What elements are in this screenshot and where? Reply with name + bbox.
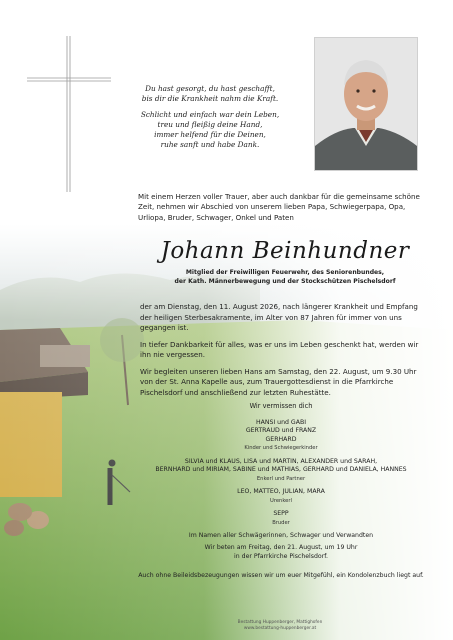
poem-stanza-2: Schlicht und einfach war dein Leben, treu und fleißig deine Hand, immer helfend für die Deinen, ruhe sanft und habe Dank. [140,109,280,150]
grandchildren-group: SILVIA und KLAUS, LISA und MARTIN, ALEXANDER und SARAH, BERNHARD und MIRIAM, SABINE und MATHIAS, GERHARD und DANIELA, HANNES Enkerl und Partner [155,457,407,482]
deceased-name: Johann Beinhundner [160,238,410,264]
great-grandchildren-group: LEO, MATTEO, JULIAN, MARA Urenkerl [237,488,325,504]
portrait-photo [314,37,418,171]
funeral-home-footer: Bestattung Huppenberger, Mattighofen www.bestattung-huppenberger.at [237,620,323,631]
condolence-note: Auch ohne Beileidsbezeugungen wissen wir um euer Mitgefühl, ein Kondolenzbuch liegt auf. [138,572,424,579]
cross-icon [25,34,115,194]
sibling-group: SEPP Bruder [272,510,290,526]
prayer-notice: Wir beten am Freitag, den 21. August, um 19 Uhr in der Pfarrkirche Pischelsdorf. [204,544,358,560]
funeral-details: Wir begleiten unseren lieben Hans am Samstag, den 22. August, um 9.30 Uhr von der St. Anna Kapelle aus, zum Trauergottesdienst in die Pfarrkirche Pischelsdorf und anschließend zur letzten Ruhestätte. [140,366,417,397]
closing-section [120,543,442,590]
membership-text: Mitglied der Freiwilligen Feuerwehr, des Seniorenbundes, der Kath. Männerbewegung und der Stockschützen Pischelsdorf [174,269,396,285]
poem [120,84,300,156]
poem-stanza-1: Du hast gesorgt, du hast geschafft, bis dir die Krankheit nahm die Kraft. [141,84,279,104]
relatives-line: Im Namen aller Schwägerinnen, Schwager und Verwandten [188,532,374,539]
gratitude-text: In tiefer Dankbarkeit für alles, was er uns im Leben geschenkt hat, werden wir ihn nie vergessen. [140,339,419,359]
mourners-lead: Wir vermissen dich [249,402,313,410]
intro-text: Mit einem Herzen voller Trauer, aber auch dankbar für die gemeinsame schöne Zeit, nehmen wir Abschied von unserem lieben Papa, Schwiegerpapa, Opa, Urliopa, Bruder, Schwager, Onkel und Paten [138,192,420,222]
announcement-body [140,302,422,404]
mourners-list [120,402,442,541]
death-notice: der am Dienstag, den 11. August 2026, nach längerer Krankheit und Empfang der heiligen Sterbesakramente, im Alter von 87 Jahren für immer von uns gegangen ist. [140,302,418,332]
children-group: HANSI und GABI GERTRAUD und FRANZ GERHARD Kinder und Schwiegerkinder [244,418,318,451]
